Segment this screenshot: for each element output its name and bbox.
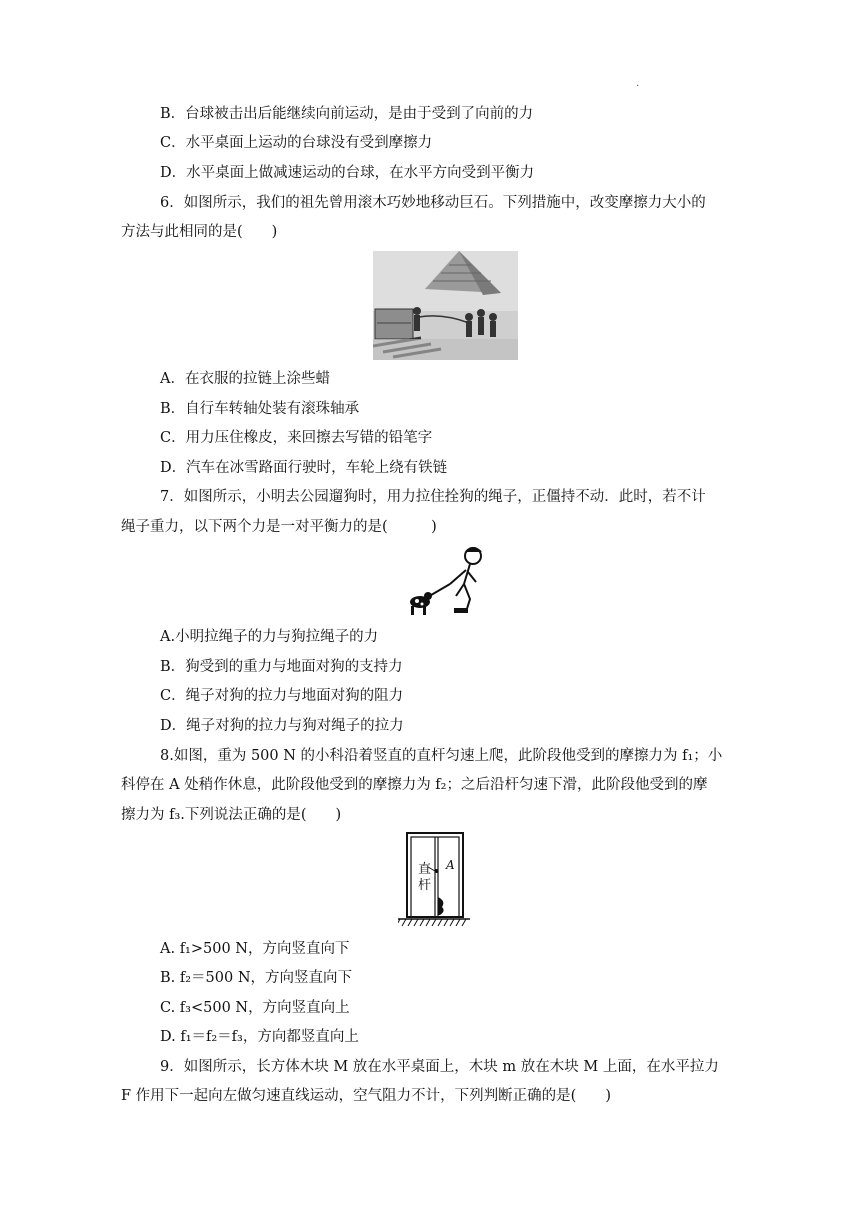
q7-dog-walking-figure [406, 544, 486, 619]
q8-figure-label-a: A [446, 858, 455, 872]
q7-stem-line-1: 7．如图所示，小明去公园遛狗时，用力拉住拴狗的绳子，正僵持不动．此时，若不计 [160, 489, 706, 505]
q8-option-a: A. f₁>500 N，方向竖直向下 [160, 941, 350, 957]
q8-option-b: B. f₂＝500 N，方向竖直向下 [160, 970, 353, 986]
q6-option-a: A．在衣服的拉链上涂些蜡 [160, 371, 330, 387]
q6-stem-line-2: 方法与此相同的是( ) [121, 224, 278, 240]
q7-option-a: A.小明拉绳子的力与狗拉绳子的力 [160, 629, 379, 645]
q9-stem-line-1: 9．如图所示，长方体木块 M 放在水平桌面上，木块 m 放在木块 M 上面，在水平拉力 [160, 1059, 719, 1075]
q7-option-d: D．绳子对狗的拉力与狗对绳子的拉力 [160, 718, 404, 734]
q8-option-d: D. f₁＝f₂＝f₃，方向都竖直向上 [160, 1029, 359, 1045]
q8-option-c: C. f₃<500 N，方向竖直向上 [160, 1000, 350, 1016]
q5-option-b: B．台球被击出后能继续向前运动，是由于受到了向前的力 [160, 106, 534, 122]
q7-option-b: B．狗受到的重力与地面对狗的支持力 [160, 659, 403, 675]
q8-pole-climbing-figure [398, 831, 470, 928]
q8-stem-line-1: 8.如图，重为 500 N 的小科沿着竖直的直杆匀速上爬，此阶段他受到的摩擦力为 f₁；小 [160, 748, 723, 764]
q8-figure-label-pole-1: 直 [418, 862, 432, 877]
q6-rolling-logs-figure [373, 251, 518, 360]
q6-option-b: B．自行车转轴处装有滚珠轴承 [160, 401, 360, 417]
q5-option-d: D．水平桌面上做减速运动的台球，在水平方向受到平衡力 [160, 165, 535, 181]
q5-option-c: C．水平桌面上运动的台球没有受到摩擦力 [160, 135, 433, 151]
corner-mark: . [636, 78, 640, 89]
q6-option-c: C．用力压住橡皮，来回擦去写错的铅笔字 [160, 430, 433, 446]
q8-figure-label-pole-2: 杆 [418, 878, 432, 893]
q9-stem-line-2: F 作用下一起向左做匀速直线运动，空气阻力不计，下列判断正确的是( ) [121, 1088, 611, 1104]
q7-stem-line-2: 绳子重力，以下两个力是一对平衡力的是( ) [121, 519, 437, 535]
q8-stem-line-2: 科停在 A 处稍作休息，此阶段他受到的摩擦力为 f₂；之后沿杆匀速下滑，此阶段他受到的摩 [121, 777, 708, 793]
q7-option-c: C．绳子对狗的拉力与地面对狗的阻力 [160, 688, 404, 704]
q8-stem-line-3: 擦力为 f₃.下列说法正确的是( ) [121, 807, 342, 823]
q6-stem-line-1: 6．如图所示，我们的祖先曾用滚木巧妙地移动巨石。下列措施中，改变摩擦力大小的 [160, 195, 706, 211]
q6-option-d: D．汽车在冰雪路面行驶时，车轮上绕有铁链 [160, 460, 448, 476]
